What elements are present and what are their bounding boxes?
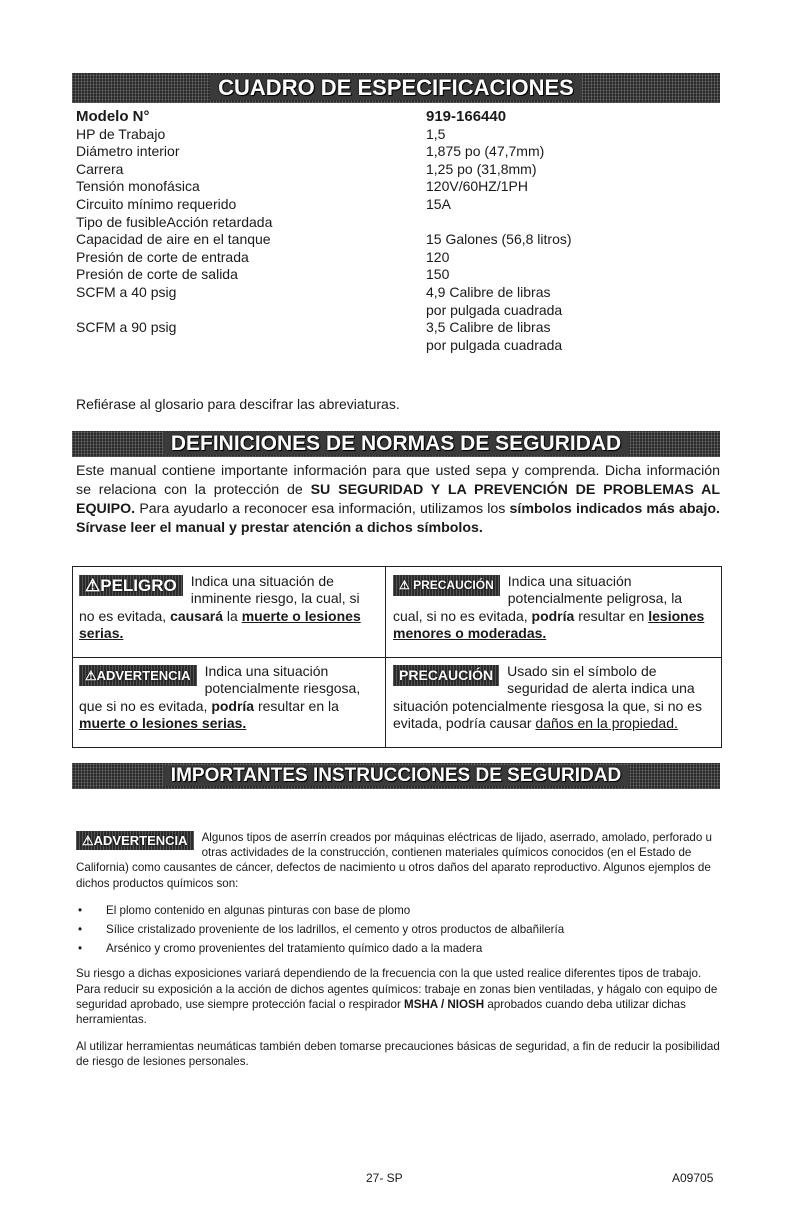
spec-label — [76, 302, 426, 320]
safety-definitions-banner-title: DEFINICIONES DE NORMAS DE SEGURIDAD — [163, 432, 629, 455]
spec-label: HP de Trabajo — [76, 125, 166, 142]
precaucion-property-underlined: daños en la propiedad. — [535, 715, 678, 732]
intro-text-1: Este manual contiene importante información para que usted sepa y comprenda. Dicha información se relaciona con la protección de — [76, 463, 720, 498]
spec-label: Carrera — [76, 160, 124, 177]
spec-row — [76, 143, 636, 161]
instructions-banner — [72, 763, 720, 789]
spec-rows — [76, 126, 636, 355]
signal-precaucion-alert — [393, 573, 713, 643]
spec-row — [76, 214, 636, 232]
signal-words-grid — [72, 566, 722, 748]
spec-label: SCFM a 40 psig — [76, 283, 177, 300]
signal-peligro — [79, 573, 375, 643]
spec-value: 15 Galones (56,8 litros) — [426, 231, 572, 248]
safety-definitions-banner — [72, 431, 720, 457]
spec-row — [76, 284, 636, 302]
signal-advertencia — [79, 663, 375, 733]
spec-label: Circuito mínimo requerido — [76, 195, 237, 212]
document-code: A09705 — [672, 1171, 714, 1185]
advertencia-underlined: muerte o lesiones serias. — [79, 715, 247, 732]
spec-row — [76, 126, 636, 144]
chemical-list-item: • Sílice cristalizado proveniente de los ladrillos, el cemento y otros productos de albañilería — [76, 922, 720, 937]
spec-value: por pulgada cuadrada — [426, 336, 563, 353]
peligro-bold: causará — [170, 607, 223, 624]
instructions-advertencia-badge: ⚠ADVERTENCIA — [76, 831, 194, 850]
precaucion-property-badge: PRECAUCIÓN — [393, 665, 499, 686]
peligro-text-1: Indica una situación de inminente riesgo, la cual, si no es evitada, — [79, 573, 360, 624]
advertencia-badge: ⚠ADVERTENCIA — [79, 665, 197, 686]
spec-header-value: 919-166440 — [426, 108, 507, 125]
pneumatic-paragraph: Al utilizar herramientas neumáticas también deben tomarse precauciones básicas de seguridad, a fin de reducir la posibilidad de riesgo de lesiones personales. — [76, 1040, 720, 1069]
peligro-underlined: muerte o lesiones serias. — [79, 607, 361, 642]
risk-paragraph — [76, 966, 720, 1027]
page-number: 27- SP — [366, 1171, 403, 1185]
signal-precaucion-property — [393, 663, 713, 733]
spec-value: 1,875 po (47,7mm) — [426, 143, 545, 160]
precaucion-property-text: Usado sin el símbolo de seguridad de alerta indica una situación potencialmente riesgosa la que, si no es evitada, podría causar — [393, 663, 702, 732]
spec-label: Tipo de fusibleAcción retardada — [76, 213, 273, 230]
specs-banner-title: CUADRO DE ESPECIFICACIONES — [210, 75, 582, 100]
chemical-list-item: • Arsénico y cromo provenientes del tratamiento químico dado a la madera — [76, 941, 720, 956]
advertencia-bold: podría — [211, 697, 255, 714]
risk-text-1: Su riesgo a dichas exposiciones variará dependiendo de la frecuencia con la que usted realice diferentes tipos de trabajo. Para reducir su exposición a la acción de dichos agentes químicos: trabaje en zonas bien ventiladas, y hágalo con equipo de seguridad aprobado, use siempre protección facial o respirador — [76, 967, 718, 1011]
spec-value: 15A — [426, 195, 451, 212]
spec-value: 3,5 Calibre de libras — [426, 319, 551, 336]
spec-row — [76, 337, 636, 355]
intro-text-2: Para ayudarlo a reconocer esa información, utilizamos los — [135, 501, 510, 517]
spec-value: 1,5 — [426, 125, 446, 142]
precaucion-alert-text-2: resultar en — [574, 607, 649, 624]
spec-label: Presión de corte de salida — [76, 266, 238, 283]
california-warning-text: Algunos tipos de aserrín creados por máquinas eléctricas de lijado, aserrado, amolado, perforado u otras actividades de la construcción, contienen materiales químicos conocidos (en el Estado de California) como causantes de cáncer, defectos de nacimiento u otros daños del aparato reproductivo. Algunos ejemplos de dichos productos químicos son: — [76, 831, 712, 890]
intro-bold-2: símbolos indicados más abajo. Sírvase leer el manual y prestar atención a dichos símbolos. — [76, 501, 720, 536]
spec-value: 120 — [426, 248, 450, 265]
intro-paragraph — [76, 462, 720, 538]
advertencia-text-2: resultar en la — [254, 697, 339, 714]
spec-value: 1,25 po (31,8mm) — [426, 160, 537, 177]
spec-label: Capacidad de aire en el tanque — [76, 231, 271, 248]
risk-bold: MSHA / NIOSH — [404, 997, 485, 1011]
chemical-list — [76, 903, 720, 957]
spec-row — [76, 178, 636, 196]
grid-divider-horizontal — [73, 657, 721, 658]
spec-table — [76, 108, 636, 354]
peligro-badge: ⚠PELIGRO — [79, 575, 183, 596]
instructions-banner-title: IMPORTANTES INSTRUCCIONES DE SEGURIDAD — [163, 765, 629, 786]
spec-header-row — [76, 108, 636, 126]
spec-label: Presión de corte de entrada — [76, 248, 249, 265]
chemical-list-item: • El plomo contenido en algunas pinturas con base de plomo — [76, 903, 720, 918]
specs-banner — [72, 73, 720, 103]
spec-row — [76, 161, 636, 179]
risk-text-2: aprobados cuando deba utilizar dichas herramientas. — [76, 997, 686, 1027]
precaucion-alert-badge: ⚠ PRECAUCIÓN — [393, 575, 500, 596]
intro-bold-1: SU SEGURIDAD Y LA PREVENCIÓN DE PROBLEMAS AL EQUIPO. — [76, 482, 720, 517]
spec-row — [76, 196, 636, 214]
california-warning — [76, 830, 720, 891]
spec-label — [76, 337, 426, 355]
abbreviation-note: Refiérase al glosario para descifrar las abreviaturas. — [76, 396, 400, 412]
spec-header-label: Modelo N° — [76, 108, 150, 125]
instructions-section — [76, 830, 720, 1082]
spec-value: por pulgada cuadrada — [426, 301, 563, 318]
precaucion-alert-text-1: Indica una situación potencialmente peligrosa, la cual, si no es evitada, — [393, 573, 683, 624]
spec-row — [76, 319, 636, 337]
spec-value: 150 — [426, 266, 450, 283]
spec-label: Tensión monofásica — [76, 178, 200, 195]
spec-row — [76, 302, 636, 320]
spec-value: 4,9 Calibre de libras — [426, 283, 551, 300]
spec-value — [426, 214, 636, 232]
peligro-text-2: la — [223, 607, 242, 624]
precaucion-alert-bold: podría — [531, 607, 575, 624]
spec-row — [76, 249, 636, 267]
spec-row — [76, 231, 636, 249]
spec-row — [76, 266, 636, 284]
precaucion-alert-underlined: lesiones menores o moderadas. — [393, 607, 705, 642]
spec-label: SCFM a 90 psig — [76, 319, 177, 336]
spec-label: Diámetro interior — [76, 143, 180, 160]
spec-value: 120V/60HZ/1PH — [426, 178, 528, 195]
advertencia-text-1: Indica una situación potencialmente riesgosa, que si no es evitada, — [79, 663, 361, 714]
